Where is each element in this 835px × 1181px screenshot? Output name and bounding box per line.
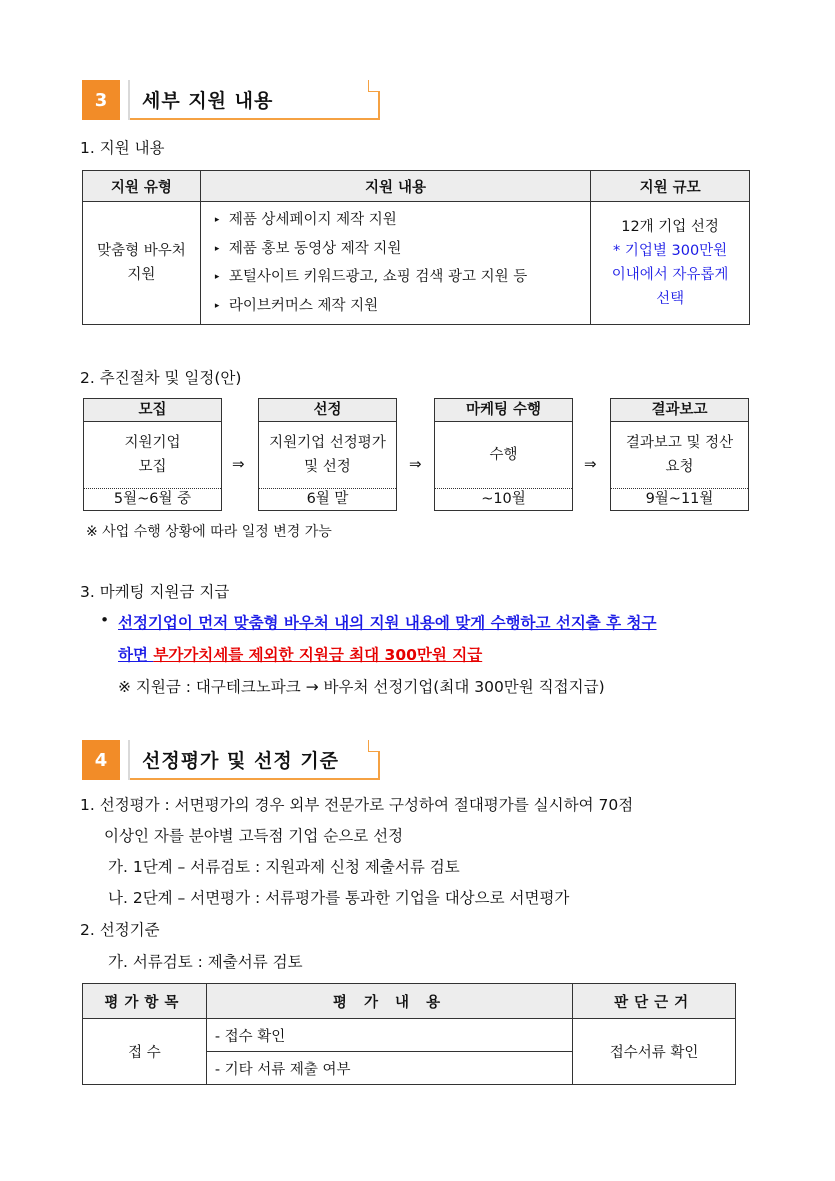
- process-arrow: ⇒: [409, 455, 422, 473]
- step-title: 결과보고: [611, 399, 748, 422]
- step-body: [84, 422, 221, 488]
- table-header-row: [83, 171, 750, 202]
- step-body-line: 모집: [138, 459, 167, 475]
- scale-line: 12개 기업 선정: [621, 219, 719, 235]
- table-row: [83, 202, 750, 325]
- payment-condition-text: 하면: [118, 646, 154, 664]
- step-body: [611, 422, 748, 488]
- step-body: [435, 422, 572, 488]
- payment-note: ※ 지원금 : 대구테크노파크 → 바우처 선정기업(최대 300만원 직접지급): [118, 678, 605, 696]
- support-type-line: 지원: [127, 267, 156, 283]
- step-schedule: 9월~11월: [611, 488, 748, 510]
- title-box-corner: [368, 740, 380, 752]
- section-3-header: [82, 80, 380, 120]
- header-cell: 판단근거: [573, 984, 736, 1019]
- support-content-table: [82, 170, 750, 325]
- evaluation-line: 이상인 자를 분야별 고득점 기업 순으로 선정: [104, 827, 404, 845]
- section-4-header: [82, 740, 380, 780]
- bullet-dot: •: [100, 611, 110, 629]
- process-step-report: [610, 398, 749, 511]
- subsection-heading: 1. 지원 내용: [80, 139, 165, 157]
- header-cell: 평가항목: [83, 984, 207, 1019]
- scale-note-line: * 기업별 300만원: [613, 243, 728, 259]
- section-title-text: 선정평가 및 선정 기준: [142, 749, 340, 772]
- evaluation-line: 1. 선정평가 : 서면평가의 경우 외부 전문가로 구성하여 절대평가를 실시하여 70점: [80, 796, 634, 814]
- support-type-cell: [83, 202, 201, 325]
- title-box-corner: [368, 80, 380, 92]
- schedule-note: ※ 사업 수행 상황에 따라 일정 변경 가능: [86, 524, 332, 540]
- step-body-line: 및 선정: [304, 459, 351, 475]
- payment-condition-line: 선정기업이 먼저 맞춤형 바우처 내의 지원 내용에 맞게 수행하고 선지출 후 청구: [118, 614, 657, 632]
- evaluation-criteria-table: [82, 983, 736, 1085]
- step-title: 모집: [84, 399, 221, 422]
- support-content-list: [201, 202, 590, 324]
- evaluation-content-cell: - 기타 서류 제출 여부: [206, 1052, 572, 1085]
- process-step-selection: [258, 398, 397, 511]
- step-body-line: 수행: [489, 447, 518, 463]
- process-step-recruit: [83, 398, 222, 511]
- header-cell: 평 가 내 용: [206, 984, 572, 1019]
- process-step-marketing: [434, 398, 573, 511]
- section-title: [128, 80, 380, 120]
- support-type-line: 맞춤형 바우처: [97, 243, 186, 259]
- section-title: [128, 740, 380, 780]
- section-title-text: 세부 지원 내용: [142, 89, 274, 112]
- payment-amount-text: 부가가치세를 제외한 지원금 최대 300만원 지급: [153, 646, 483, 664]
- evaluation-line: 나. 2단계 – 서면평가 : 서류평가를 통과한 기업을 대상으로 서면평가: [108, 889, 570, 907]
- evaluation-basis-cell: 접수서류 확인: [573, 1019, 736, 1085]
- step-body-line: 지원기업 선정평가: [269, 435, 386, 451]
- scale-note-line: 선택: [656, 291, 685, 307]
- section-number: 4: [82, 740, 120, 780]
- list-item: ▸ 제품 상세페이지 제작 지원: [215, 206, 590, 235]
- scale-note-line: 이내에서 자유롭게: [611, 267, 729, 283]
- criteria-heading: 2. 선정기준: [80, 921, 160, 939]
- evaluation-line: 가. 1단계 – 서류검토 : 지원과제 신청 제출서류 검토: [108, 858, 460, 876]
- list-item: ▸ 포털사이트 키워드광고, 쇼핑 검색 광고 지원 등: [215, 263, 590, 292]
- support-scale-cell: [591, 202, 750, 325]
- criteria-line: 가. 서류검토 : 제출서류 검토: [108, 953, 303, 971]
- step-schedule: ~10월: [435, 488, 572, 510]
- step-title: 마케팅 수행: [435, 399, 572, 422]
- step-body: [259, 422, 396, 488]
- step-schedule: 5월~6월 중: [84, 488, 221, 510]
- step-body-line: 결과보고 및 정산: [625, 435, 734, 451]
- process-arrow: ⇒: [584, 455, 597, 473]
- table-row: [83, 1019, 736, 1052]
- step-title: 선정: [259, 399, 396, 422]
- header-cell: 지원 내용: [200, 171, 590, 202]
- step-body-line: 요청: [665, 459, 694, 475]
- subsection-heading: 3. 마케팅 지원금 지급: [80, 583, 230, 601]
- header-cell: 지원 유형: [83, 171, 201, 202]
- payment-condition-line: [118, 643, 482, 665]
- header-cell: 지원 규모: [591, 171, 750, 202]
- table-header-row: [83, 984, 736, 1019]
- section-number: 3: [82, 80, 120, 120]
- support-content-cell: [200, 202, 590, 325]
- evaluation-item-cell: 접 수: [83, 1019, 207, 1085]
- list-item: ▸ 라이브커머스 제작 지원: [215, 292, 590, 321]
- list-item: ▸ 제품 홍보 동영상 제작 지원: [215, 235, 590, 264]
- step-schedule: 6월 말: [259, 488, 396, 510]
- subsection-heading: 2. 추진절차 및 일정(안): [80, 369, 242, 387]
- evaluation-content-cell: - 접수 확인: [206, 1019, 572, 1052]
- process-arrow: ⇒: [232, 455, 245, 473]
- step-body-line: 지원기업: [124, 435, 181, 451]
